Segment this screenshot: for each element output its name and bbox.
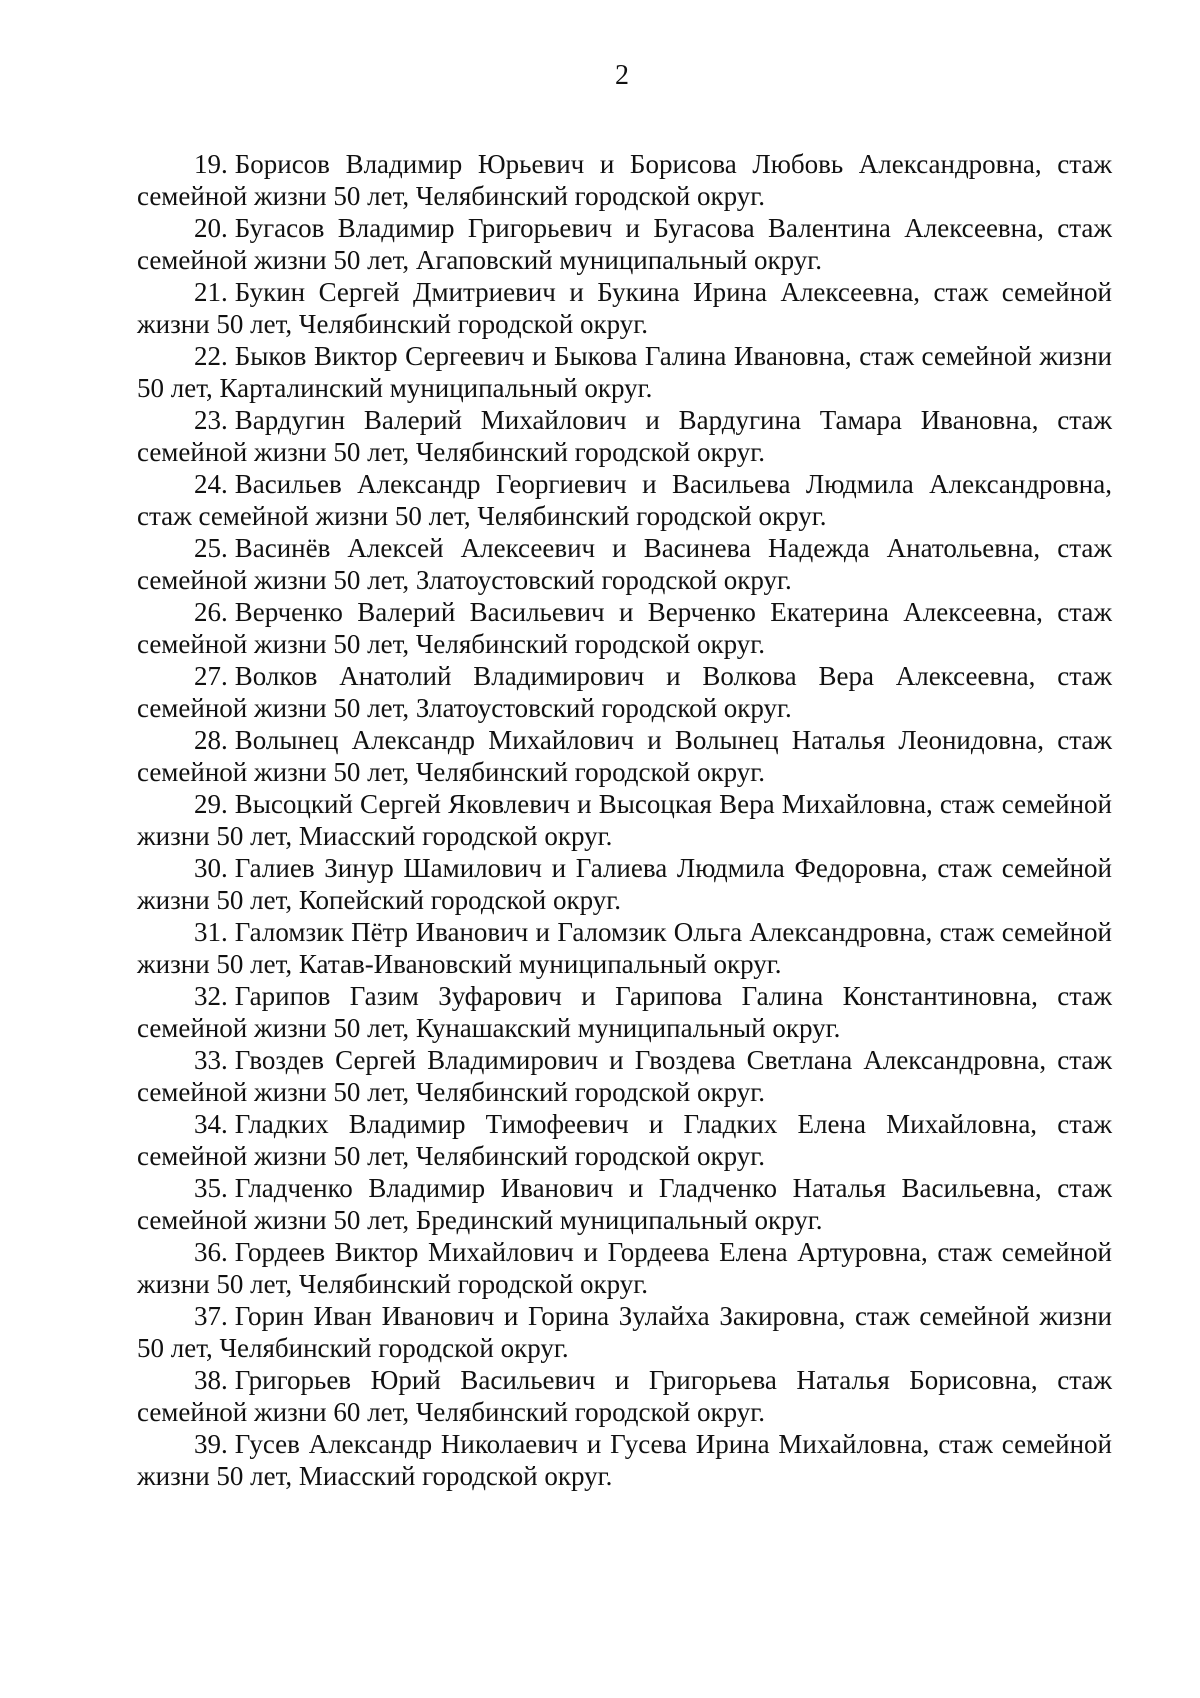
item-number: 36. [194, 1237, 228, 1267]
item-number: 32. [194, 981, 228, 1011]
awardee-list [137, 148, 1112, 1492]
item-number: 38. [194, 1365, 228, 1395]
item-text: Горин Иван Иванович и Горина Зулайха Закировна, стаж семейной жизни 50 лет, Челябинский городской округ. [137, 1301, 1112, 1363]
list-item [137, 212, 1112, 276]
item-text: Волков Анатолий Владимирович и Волкова Вера Алексеевна, стаж семейной жизни 50 лет, Златоустовский городской округ. [137, 661, 1112, 723]
list-item [137, 468, 1112, 532]
list-item [137, 1172, 1112, 1236]
item-number: 33. [194, 1045, 228, 1075]
list-item [137, 340, 1112, 404]
list-item [137, 596, 1112, 660]
item-number: 37. [194, 1301, 228, 1331]
item-number: 27. [194, 661, 228, 691]
list-item [137, 788, 1112, 852]
item-text: Гарипов Газим Зуфарович и Гарипова Галина Константиновна, стаж семейной жизни 50 лет, Кунашакский муниципальный округ. [137, 981, 1112, 1043]
item-text: Вардугин Валерий Михайлович и Вардугина Тамара Ивановна, стаж семейной жизни 50 лет, Челябинский городской округ. [137, 405, 1112, 467]
list-item [137, 724, 1112, 788]
list-item [137, 660, 1112, 724]
item-text: Верченко Валерий Васильевич и Верченко Екатерина Алексеевна, стаж семейной жизни 50 лет, Челябинский городской округ. [137, 597, 1112, 659]
item-text: Галиев Зинур Шамилович и Галиева Людмила Федоровна, стаж семейной жизни 50 лет, Копейский городской округ. [137, 853, 1112, 915]
item-number: 19. [194, 149, 228, 179]
list-item [137, 404, 1112, 468]
list-item [137, 980, 1112, 1044]
list-item [137, 1044, 1112, 1108]
item-text: Гусев Александр Николаевич и Гусева Ирина Михайловна, стаж семейной жизни 50 лет, Миасский городской округ. [137, 1429, 1112, 1491]
item-text: Галомзик Пётр Иванович и Галомзик Ольга Александровна, стаж семейной жизни 50 лет, Катав-Ивановский муниципальный округ. [137, 917, 1112, 979]
item-number: 24. [194, 469, 228, 499]
item-number: 26. [194, 597, 228, 627]
item-text: Гордеев Виктор Михайлович и Гордеева Елена Артуровна, стаж семейной жизни 50 лет, Челябинский городской округ. [137, 1237, 1112, 1299]
item-number: 21. [194, 277, 228, 307]
list-item [137, 852, 1112, 916]
item-text: Гладченко Владимир Иванович и Гладченко Наталья Васильевна, стаж семейной жизни 50 лет, Брединский муниципальный округ. [137, 1173, 1112, 1235]
item-text: Григорьев Юрий Васильевич и Григорьева Наталья Борисовна, стаж семейной жизни 60 лет, Челябинский городской округ. [137, 1365, 1112, 1427]
item-text: Быков Виктор Сергеевич и Быкова Галина Ивановна, стаж семейной жизни 50 лет, Карталинский муниципальный округ. [137, 341, 1112, 403]
item-number: 30. [194, 853, 228, 883]
item-number: 39. [194, 1429, 228, 1459]
item-number: 31. [194, 917, 228, 947]
list-item [137, 1236, 1112, 1300]
item-text: Васильев Александр Георгиевич и Васильева Людмила Александровна, стаж семейной жизни 50 лет, Челябинский городской округ. [137, 469, 1112, 531]
list-item [137, 916, 1112, 980]
item-number: 28. [194, 725, 228, 755]
item-text: Гладких Владимир Тимофеевич и Гладких Елена Михайловна, стаж семейной жизни 50 лет, Челябинский городской округ. [137, 1109, 1112, 1171]
list-item [137, 1108, 1112, 1172]
list-item [137, 276, 1112, 340]
item-text: Гвоздев Сергей Владимирович и Гвоздева Светлана Александровна, стаж семейной жизни 50 лет, Челябинский городской округ. [137, 1045, 1112, 1107]
item-text: Борисов Владимир Юрьевич и Борисова Любовь Александровна, стаж семейной жизни 50 лет, Челябинский городской округ. [137, 149, 1112, 211]
list-item [137, 1428, 1112, 1492]
item-number: 23. [194, 405, 228, 435]
item-text: Васинёв Алексей Алексеевич и Васинева Надежда Анатольевна, стаж семейной жизни 50 лет, Златоустовский городской округ. [137, 533, 1112, 595]
item-number: 35. [194, 1173, 228, 1203]
item-number: 25. [194, 533, 228, 563]
item-number: 22. [194, 341, 228, 371]
item-text: Высоцкий Сергей Яковлевич и Высоцкая Вера Михайловна, стаж семейной жизни 50 лет, Миасский городской округ. [137, 789, 1112, 851]
item-number: 29. [194, 789, 228, 819]
list-item [137, 148, 1112, 212]
item-text: Бугасов Владимир Григорьевич и Бугасова Валентина Алексеевна, стаж семейной жизни 50 лет, Агаповский муниципальный округ. [137, 213, 1112, 275]
item-text: Волынец Александр Михайлович и Волынец Наталья Леонидовна, стаж семейной жизни 50 лет, Челябинский городской округ. [137, 725, 1112, 787]
item-number: 34. [194, 1109, 228, 1139]
page-number: 2 [615, 60, 629, 91]
list-item [137, 532, 1112, 596]
item-number: 20. [194, 213, 228, 243]
list-item [137, 1364, 1112, 1428]
list-item [137, 1300, 1112, 1364]
item-text: Букин Сергей Дмитриевич и Букина Ирина Алексеевна, стаж семейной жизни 50 лет, Челябинский городской округ. [137, 277, 1112, 339]
